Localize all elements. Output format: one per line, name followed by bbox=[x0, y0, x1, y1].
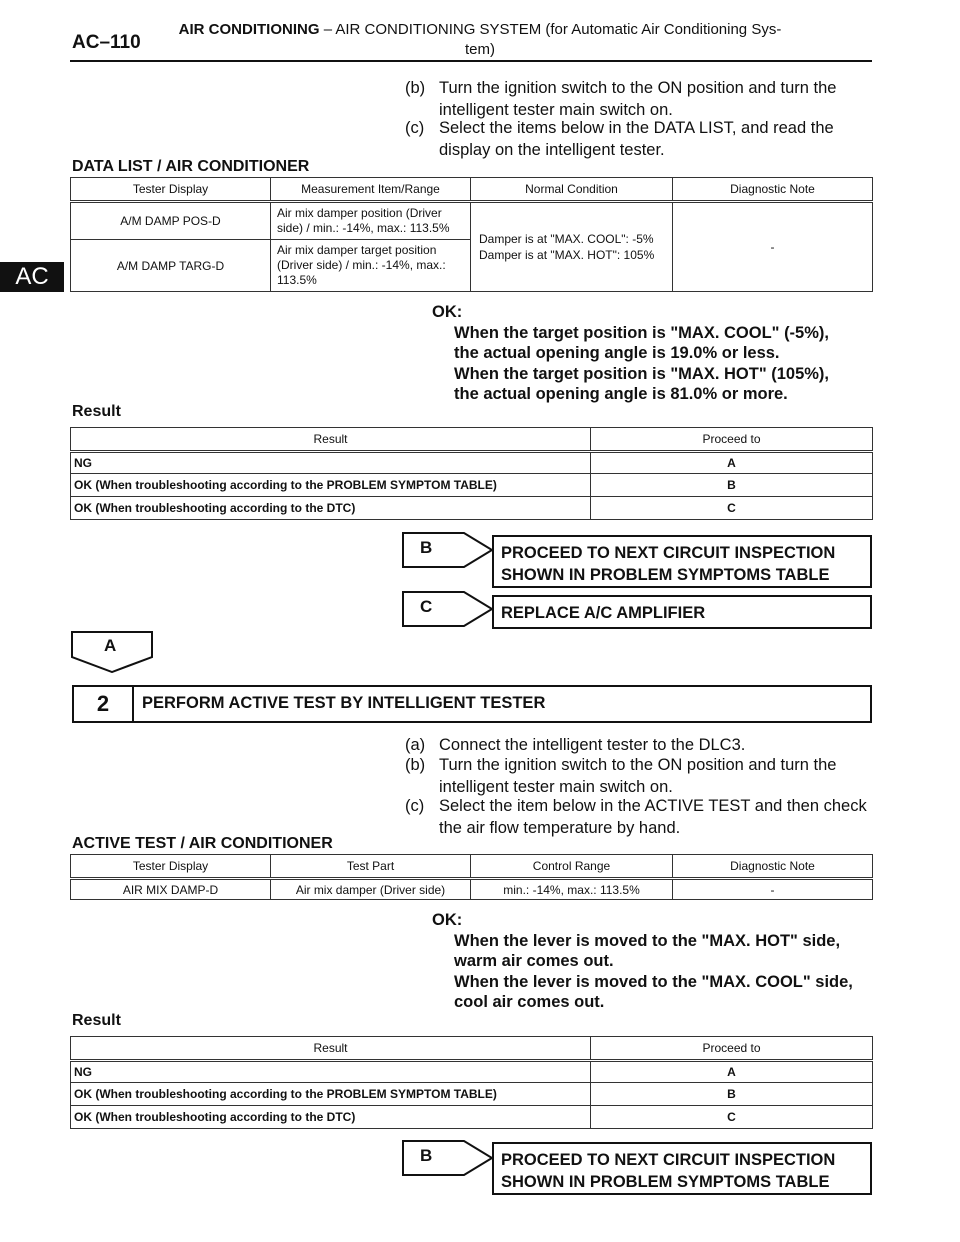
ok-criteria bbox=[432, 910, 872, 1013]
step-text: Connect the intelligent tester to the DLC3. bbox=[439, 736, 746, 754]
branch-arrow-a bbox=[71, 631, 153, 673]
ok-line: cool air comes out. bbox=[454, 993, 605, 1011]
action-line: SHOWN IN PROBLEM SYMPTOMS TABLE bbox=[501, 566, 830, 584]
step-label: (c) bbox=[405, 797, 425, 815]
ok-line: the actual opening angle is 19.0% or less. bbox=[454, 344, 780, 362]
page-header-title bbox=[150, 20, 810, 60]
branch-arrow-c bbox=[402, 591, 494, 627]
result-title: Result bbox=[72, 1012, 121, 1029]
column-header: Result bbox=[71, 428, 591, 452]
table-cell: Air mix damper (Driver side) bbox=[271, 879, 471, 900]
action-line: PROCEED TO NEXT CIRCUIT INSPECTION bbox=[501, 544, 836, 562]
ok-line: When the lever is moved to the "MAX. COOL" side, bbox=[454, 972, 853, 991]
action-line: REPLACE A/C AMPLIFIER bbox=[501, 604, 706, 622]
table-cell: Air mix damper target position (Driver side) / min.: -14%, max.: 113.5% bbox=[271, 240, 471, 292]
table-cell: - bbox=[673, 202, 873, 292]
column-header: Diagnostic Note bbox=[673, 855, 873, 879]
page-number: AC–110 bbox=[72, 32, 141, 53]
step-label: (a) bbox=[405, 736, 426, 754]
datalist-title: DATA LIST / AIR CONDITIONER bbox=[72, 158, 310, 175]
action-box bbox=[492, 1142, 872, 1195]
ok-label: OK: bbox=[432, 303, 463, 321]
step-label: (c) bbox=[405, 119, 425, 137]
header-section: AIR CONDITIONING bbox=[178, 21, 320, 38]
column-header: Tester Display bbox=[71, 178, 271, 202]
result-title: Result bbox=[72, 403, 121, 420]
action-line: SHOWN IN PROBLEM SYMPTOMS TABLE bbox=[501, 1173, 830, 1191]
table-cell: C bbox=[591, 1106, 873, 1129]
table-cell: AIR MIX DAMP-D bbox=[71, 879, 271, 900]
column-header: Proceed to bbox=[591, 1037, 873, 1061]
table-cell: - bbox=[673, 879, 873, 900]
branch-label: C bbox=[420, 597, 433, 616]
table-cell: A/M DAMP TARG-D bbox=[71, 240, 271, 292]
step-text: Turn the ignition switch to the ON position and turn the intelligent tester main switch on. bbox=[439, 756, 837, 796]
step-text: Select the item below in the ACTIVE TEST and then check the air flow temperature by hand. bbox=[439, 797, 867, 837]
header-title-rest2: tem) bbox=[465, 41, 495, 58]
arrow-right-icon bbox=[402, 1140, 494, 1176]
branch-arrow-b bbox=[402, 532, 494, 568]
table-cell: NG bbox=[71, 1061, 591, 1083]
table-cell: A bbox=[591, 452, 873, 474]
ok-line: the actual opening angle is 81.0% or more. bbox=[454, 385, 788, 403]
step-text: Select the items below in the DATA LIST, and read the display on the intelligent tester. bbox=[439, 119, 834, 159]
table-cell: Air mix damper position (Driver side) / min.: -14%, max.: 113.5% bbox=[271, 202, 471, 240]
table-cell: OK (When troubleshooting according to the DTC) bbox=[71, 497, 591, 520]
column-header: Test Part bbox=[271, 855, 471, 879]
header-title-rest: – AIR CONDITIONING SYSTEM (for Automatic Air Conditioning Sys- bbox=[323, 21, 782, 38]
activetest-title: ACTIVE TEST / AIR CONDITIONER bbox=[72, 835, 333, 852]
step-item bbox=[405, 795, 885, 839]
column-header: Diagnostic Note bbox=[673, 178, 873, 202]
column-header: Tester Display bbox=[71, 855, 271, 879]
branch-label: B bbox=[420, 1146, 433, 1165]
table-cell: B bbox=[591, 1083, 873, 1106]
table-cell: min.: -14%, max.: 113.5% bbox=[471, 879, 673, 900]
arrow-right-icon bbox=[402, 532, 494, 568]
table-cell: C bbox=[591, 497, 873, 520]
column-header: Result bbox=[71, 1037, 591, 1061]
step-title: PERFORM ACTIVE TEST BY INTELLIGENT TESTER bbox=[142, 694, 546, 712]
step-item bbox=[405, 77, 885, 121]
normal-condition-line: Damper is at "MAX. HOT": 105% bbox=[479, 248, 655, 262]
column-header: Measurement Item/Range bbox=[271, 178, 471, 202]
section-side-tab: AC bbox=[0, 262, 64, 292]
step-item bbox=[405, 734, 885, 756]
step-text: Turn the ignition switch to the ON position and turn the intelligent tester main switch on. bbox=[439, 79, 837, 119]
step-number: 2 bbox=[74, 687, 134, 721]
step-2-header bbox=[72, 685, 872, 723]
result-table bbox=[70, 427, 873, 520]
normal-condition-line: Damper is at "MAX. COOL": -5% bbox=[479, 232, 654, 246]
normal-condition-cell bbox=[471, 202, 673, 292]
step-item bbox=[405, 754, 885, 798]
action-line: PROCEED TO NEXT CIRCUIT INSPECTION bbox=[501, 1151, 836, 1169]
action-box bbox=[492, 595, 872, 629]
activetest-table bbox=[70, 854, 873, 900]
step-label: (b) bbox=[405, 79, 426, 97]
table-cell: OK (When troubleshooting according to the PROBLEM SYMPTOM TABLE) bbox=[71, 1083, 591, 1106]
ok-line: warm air comes out. bbox=[454, 952, 614, 970]
table-cell: A bbox=[591, 1061, 873, 1083]
table-cell: OK (When troubleshooting according to the PROBLEM SYMPTOM TABLE) bbox=[71, 474, 591, 497]
header-rule bbox=[70, 60, 872, 62]
column-header: Control Range bbox=[471, 855, 673, 879]
ok-line: When the target position is "MAX. COOL" (-5%), bbox=[454, 323, 829, 342]
ok-label: OK: bbox=[432, 911, 463, 929]
ok-line: When the lever is moved to the "MAX. HOT" side, bbox=[454, 931, 841, 950]
table-cell: NG bbox=[71, 452, 591, 474]
arrow-right-icon bbox=[402, 591, 494, 627]
ok-line: When the target position is "MAX. HOT" (105%), bbox=[454, 364, 830, 383]
branch-arrow-b bbox=[402, 1140, 494, 1176]
table-cell: B bbox=[591, 474, 873, 497]
step-item bbox=[405, 117, 885, 161]
ok-criteria bbox=[432, 302, 872, 405]
branch-label: B bbox=[420, 538, 433, 557]
step-label: (b) bbox=[405, 756, 426, 774]
result-table bbox=[70, 1036, 873, 1129]
column-header: Normal Condition bbox=[471, 178, 673, 202]
branch-label: A bbox=[104, 636, 117, 655]
table-cell: OK (When troubleshooting according to the DTC) bbox=[71, 1106, 591, 1129]
datalist-table bbox=[70, 177, 873, 292]
table-cell: A/M DAMP POS-D bbox=[71, 202, 271, 240]
action-box bbox=[492, 535, 872, 588]
column-header: Proceed to bbox=[591, 428, 873, 452]
